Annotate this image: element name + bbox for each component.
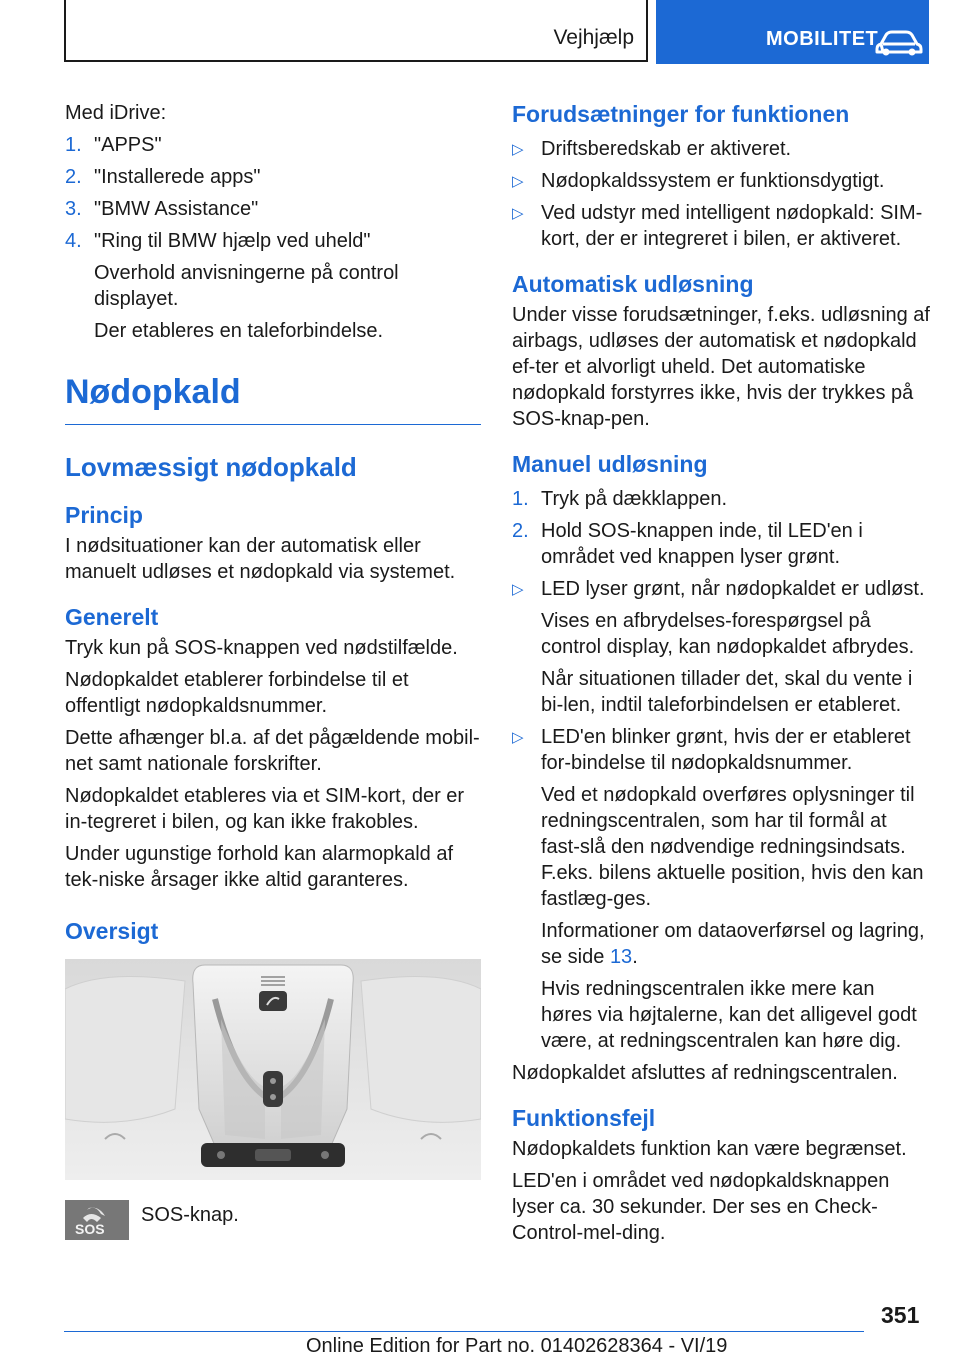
list-item bbox=[512, 136, 930, 162]
triangle-bullet-icon: ▷ bbox=[512, 729, 524, 746]
general-paragraph: Under ugunstige forhold kan alarmopkald af tek-niske årsager ikke altid garanteres. bbox=[65, 843, 454, 891]
triangle-bullet-icon: ▷ bbox=[512, 141, 524, 158]
list-item bbox=[65, 196, 481, 222]
list-note: Hvis redningscentralen ikke mere kan høres via højtalerne, kan det alligevel godt være, at redningscentralen kan høre dig. bbox=[541, 978, 917, 1052]
malfunction-text: Nødopkaldets funktion kan være begrænset. bbox=[512, 1138, 907, 1160]
automatic-text: Under visse forudsætninger, f.eks. udløsning af airbags, udløses der automatisk et nødopkald ef-ter et alvorligt uheld. Det automatiske nødopkald forstyrres ikke, hvis der trykkes på SOS-knap-pen. bbox=[512, 304, 930, 430]
list-item bbox=[512, 576, 930, 718]
principle-heading: Princip bbox=[65, 502, 143, 528]
list-text: Ved udstyr med intelligent nødopkald: SIM-kort, der er integreret i bilen, er aktiveret. bbox=[541, 202, 923, 250]
step-text: "Installerede apps" bbox=[94, 166, 261, 188]
list-item bbox=[512, 486, 930, 512]
list-note: Når situationen tillader det, skal du vente i bi-len, indtil taleforbindelsen er etableret. bbox=[541, 668, 913, 716]
section-tab bbox=[64, 0, 648, 62]
list-item bbox=[512, 724, 930, 1054]
sos-button-icon bbox=[65, 1200, 129, 1240]
step-note: Overhold anvisningerne på control displayet. bbox=[94, 262, 399, 310]
malfunction-text: LED'en i området ved nødopkaldsknappen lyser ca. 30 sekunder. Der ses en Check-Control-mel-ding. bbox=[512, 1170, 890, 1244]
list-item bbox=[65, 164, 481, 190]
general-paragraph: Dette afhænger bl.a. af det pågældende mobil-net samt nationale forskrifter. bbox=[65, 727, 480, 775]
page-title: Nødopkald bbox=[65, 350, 481, 425]
sos-icon-text: SOS bbox=[75, 1221, 105, 1237]
roof-console-illustration bbox=[65, 959, 481, 1180]
list-item bbox=[65, 132, 481, 158]
footer-divider bbox=[64, 1331, 864, 1332]
overview-heading: Oversigt bbox=[65, 918, 159, 944]
list-item bbox=[65, 228, 481, 344]
list-text: Nødopkaldssystem er funktionsdygtigt. bbox=[541, 170, 885, 192]
step-number: 2. bbox=[65, 166, 82, 188]
triangle-bullet-icon: ▷ bbox=[512, 205, 524, 222]
image-legend bbox=[65, 1200, 481, 1240]
malfunction-heading: Funktionsfejl bbox=[512, 1105, 656, 1131]
page-header bbox=[64, 0, 929, 64]
triangle-bullet-icon: ▷ bbox=[512, 173, 524, 190]
step-number: 3. bbox=[65, 198, 82, 220]
right-column bbox=[512, 100, 930, 1252]
note-text: Informationer om dataoverførsel og lagring, se side bbox=[541, 920, 925, 968]
step-text: Hold SOS-knappen inde, til LED'en i området ved knappen lyser grønt. bbox=[541, 520, 863, 568]
page-link[interactable]: 13 bbox=[609, 946, 633, 968]
left-column bbox=[65, 100, 481, 1240]
step-number: 4. bbox=[65, 230, 82, 252]
step-text: "Ring til BMW hjælp ved uheld" bbox=[94, 230, 371, 252]
general-paragraph: Nødopkaldet etableres via et SIM-kort, der er in-tegreret i bilen, og kan ikke frakobles. bbox=[65, 785, 465, 833]
automatic-heading: Automatisk udløsning bbox=[512, 271, 754, 297]
principle-text: I nødsituationer kan der automatisk eller manuelt udløses et nødopkald via systemet. bbox=[65, 535, 456, 583]
list-text: LED lyser grønt, når nødopkaldet er udløst. bbox=[541, 578, 925, 600]
chapter-tab bbox=[656, 0, 929, 64]
list-note bbox=[541, 918, 930, 970]
general-paragraph: Nødopkaldet etablerer forbindelse til et offentligt nødopkaldsnummer. bbox=[65, 669, 409, 717]
list-note: Ved et nødopkald overføres oplysninger til redningscentralen, som har til formål at fast-slå den nødvendige redningsindsats. F.eks. bilens aktuelle position, hvis den kan fastlæg-ges. bbox=[541, 784, 924, 910]
step-number: 1. bbox=[65, 134, 82, 156]
list-text: Driftsberedskab er aktiveret. bbox=[541, 138, 792, 160]
manual-steps bbox=[512, 486, 930, 570]
list-note: Vises en afbrydelses-forespørgsel på control display, kan nødopkaldet afbrydes. bbox=[541, 610, 915, 658]
step-number: 2. bbox=[512, 520, 529, 542]
general-heading: Generelt bbox=[65, 604, 159, 630]
step-text: Tryk på dækklappen. bbox=[541, 488, 728, 510]
section-title: Lovmæssigt nødopkald bbox=[65, 452, 357, 482]
list-item bbox=[512, 200, 930, 252]
list-text: LED'en blinker grønt, hvis der er etableret for-bindelse til nødopkaldsnummer. bbox=[541, 726, 911, 774]
section-label: Vejhjælp bbox=[553, 26, 634, 49]
step-text: "APPS" bbox=[94, 134, 162, 156]
chapter-label: MOBILITET bbox=[766, 28, 879, 50]
triangle-bullet-icon: ▷ bbox=[512, 581, 524, 598]
car-icon bbox=[875, 30, 923, 56]
step-text: "BMW Assistance" bbox=[94, 198, 259, 220]
manual-states bbox=[512, 576, 930, 1054]
general-paragraph: Tryk kun på SOS-knappen ved nødstilfælde. bbox=[65, 637, 458, 659]
page-number: 351 bbox=[881, 1302, 920, 1328]
note-text: . bbox=[632, 946, 638, 968]
list-item bbox=[512, 168, 930, 194]
prereq-heading: Forudsætninger for funktionen bbox=[512, 101, 850, 127]
manual-heading: Manuel udløsning bbox=[512, 451, 708, 477]
intro-text: Med iDrive: bbox=[65, 102, 167, 124]
step-note: Der etableres en taleforbindelse. bbox=[94, 320, 384, 342]
edition-text: Online Edition for Part no. 01402628364 - VI/19 bbox=[306, 1335, 728, 1357]
legend-text: SOS-knap. bbox=[141, 1204, 239, 1226]
step-number: 1. bbox=[512, 488, 529, 510]
idrive-steps bbox=[65, 132, 481, 344]
roof-console-image bbox=[65, 959, 481, 1180]
closing-text: Nødopkaldet afsluttes af redningscentralen. bbox=[512, 1062, 898, 1084]
list-item bbox=[512, 518, 930, 570]
prereq-list bbox=[512, 136, 930, 252]
